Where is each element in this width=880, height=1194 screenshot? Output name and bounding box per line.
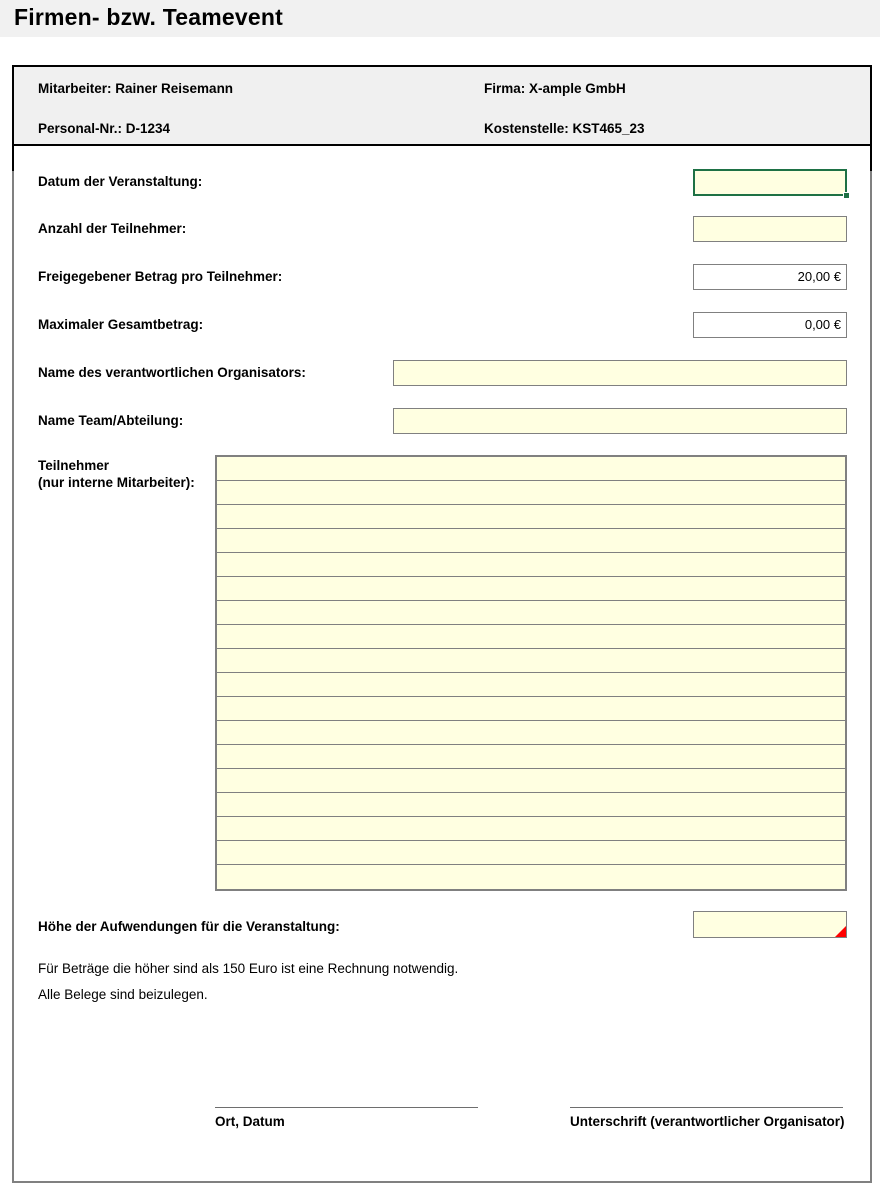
- betrag-pro-teilnehmer-value[interactable]: 20,00 €: [693, 264, 847, 290]
- teilnehmer-row-input[interactable]: [217, 865, 845, 889]
- teilnehmer-row-input[interactable]: [217, 505, 845, 529]
- datum-input[interactable]: [693, 169, 847, 196]
- right-edge-accent: [870, 146, 872, 171]
- note-belege: Alle Belege sind beizulegen.: [38, 987, 208, 1002]
- mitarbeiter-info: Mitarbeiter: Rainer Reisemann: [38, 81, 234, 96]
- employee-info-panel: [12, 65, 872, 146]
- kostenstelle-info: Kostenstelle: KST465_23: [484, 121, 645, 136]
- left-edge-accent: [12, 146, 14, 171]
- firma-info: Firma: X-ample GmbH: [484, 81, 626, 96]
- teilnehmer-row-input[interactable]: [217, 697, 845, 721]
- teilnehmer-row-input[interactable]: [217, 577, 845, 601]
- max-gesamtbetrag-value[interactable]: 0,00 €: [693, 312, 847, 338]
- teilnehmer-row-input[interactable]: [217, 553, 845, 577]
- teilnehmer-row-input[interactable]: [217, 529, 845, 553]
- fill-handle[interactable]: [843, 192, 850, 199]
- page-title: Firmen- bzw. Teamevent: [14, 4, 283, 30]
- team-label: Name Team/Abteilung:: [38, 413, 184, 428]
- teilnehmer-row-input[interactable]: [217, 745, 845, 769]
- unterschrift-label: Unterschrift (verantwortlicher Organisator): [570, 1114, 845, 1129]
- teilnehmer-label-line2: (nur interne Mitarbeiter):: [38, 475, 195, 490]
- organisator-label: Name des verantwortlichen Organisators:: [38, 365, 306, 380]
- teilnehmer-label-line1: Teilnehmer: [38, 458, 110, 473]
- teilnehmer-row-input[interactable]: [217, 769, 845, 793]
- teilnehmer-row-input[interactable]: [217, 841, 845, 865]
- personal-nr-info: Personal-Nr.: D-1234: [38, 121, 171, 136]
- teilnehmer-row-input[interactable]: [217, 793, 845, 817]
- teilnehmer-row-input[interactable]: [217, 817, 845, 841]
- organisator-input[interactable]: [393, 360, 847, 386]
- teilnehmer-row-input[interactable]: [217, 625, 845, 649]
- teilnehmer-row-input[interactable]: [217, 457, 845, 481]
- comment-indicator-icon: [835, 926, 846, 937]
- note-rechnung: Für Beträge die höher sind als 150 Euro ist eine Rechnung notwendig.: [38, 961, 459, 976]
- teilnehmer-row-input[interactable]: [217, 481, 845, 505]
- signature-line-ort-datum: [215, 1107, 478, 1108]
- teilnehmer-row-input[interactable]: [217, 649, 845, 673]
- title-bar: [0, 0, 880, 37]
- teilnehmer-row-input[interactable]: [217, 721, 845, 745]
- betrag-pro-teilnehmer-label: Freigegebener Betrag pro Teilnehmer:: [38, 269, 283, 284]
- anzahl-label: Anzahl der Teilnehmer:: [38, 221, 187, 236]
- ort-datum-label: Ort, Datum: [215, 1114, 285, 1129]
- signature-line-unterschrift: [570, 1107, 843, 1108]
- team-input[interactable]: [393, 408, 847, 434]
- teilnehmer-row-input[interactable]: [217, 673, 845, 697]
- max-gesamtbetrag-label: Maximaler Gesamtbetrag:: [38, 317, 204, 332]
- anzahl-input[interactable]: [693, 216, 847, 242]
- aufwendungen-label: Höhe der Aufwendungen für die Veranstaltung:: [38, 919, 340, 934]
- aufwendungen-input[interactable]: [693, 911, 847, 938]
- datum-label: Datum der Veranstaltung:: [38, 174, 203, 189]
- teilnehmer-row-input[interactable]: [217, 601, 845, 625]
- teilnehmer-table: [215, 455, 847, 891]
